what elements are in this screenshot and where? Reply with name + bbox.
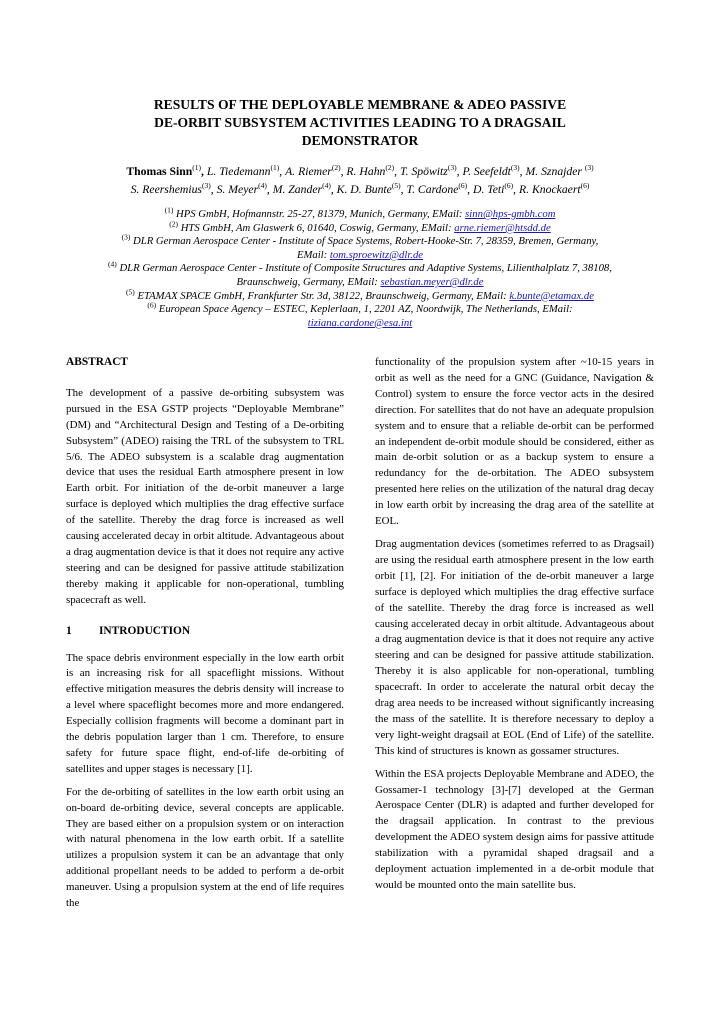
author-sup: (4) [258,180,267,190]
affiliation-sup: (1) [164,205,174,215]
email-link[interactable]: k.bunte@etamax.de [509,289,594,302]
email-link[interactable]: sinn@hps-gmbh.com [465,208,556,220]
author-name: M. Zander [272,182,323,196]
affiliation-text: DLR German Aerospace Center - Institute of Composite Structures and Adaptive Systems, Lilienthalplatz 7, 38108, [119,262,612,275]
email-link[interactable]: tom.sproewitz@dlr.de [329,248,424,261]
author-name: M. Sznajder [525,165,582,178]
affiliation-text: ETAMAX SPACE GmbH, Frankfurter Str. 3d, 38122, Braunschweig, Germany, EMail: [137,289,507,302]
title-line: DEMONSTRATOR [301,133,419,148]
author-sup: (6) [504,180,514,190]
author-sup: (3) [510,163,520,173]
author-list [30,163,690,198]
affiliation-text: European Space Agency – ESTEC, Keplerlaan, 1, 2201 AZ, Noordwijk, The Netherlands, EMail: [158,303,573,316]
author-sup: (6) [458,180,468,190]
body-paragraph: Drag augmentation devices (sometimes referred to as Dragsail) are using the residual earth atmosphere present in the low earth orbit [1], [2]. For initiation of the de-orbit maneuver a large surface is deployed which multiplies the drag effective surface of the satellite. Thereby the drag force is increased as well causing accelerated decay in orbit altitude. Advantageous about a drag augmentation device is that it does not require any active steering and can be designed for passive attitude stabilization. Thereby it is also applicable for non-operational, tumbling spacecraft. In order to accelerate the natural orbit decay the drag area needs to be increased without significantly increasing the mass of the satellite. It is therefore necessary to deploy a very light-weight dragsail at EOL (End of Life) of the satellite. This kind of structures is known as gossamer structures. [375,537,654,757]
affiliation-sup: (6) [147,300,157,310]
body-paragraph: For the de-orbiting of satellites in the low earth orbit using an on-board de-orbiting device, several concepts are applicable. They are based either on a propulsion system or on interaction with natural phenomena in the low earth orbit. If a satellite utilizes a propulsion system it can be an advantage that only additional propellant needs to be added to perform a de-orbit maneuver. Using a propulsion system at the end of life requires the [66,785,344,910]
affiliation-6-cont [20,317,700,331]
affiliation-1 [20,205,700,222]
email-link[interactable]: arne.riemer@htsdd.de [454,221,551,234]
author-name: A. Riemer [285,165,332,178]
author-name: S. Meyer [216,182,259,196]
affiliation-sup: (4) [108,259,117,269]
affiliation-text: DLR German Aerospace Center - Institute of Space Systems, Robert-Hooke-Str. 7, 28359, Bremen, Germany, [133,235,599,248]
body-paragraph: The space debris environment especially in the low earth orbit is an increasing risk for all spaceflight missions. Without effective mitigation measures the debris density will increase to a level where spaceflight becomes more and more endangered. Especially collision fragments will become a dominant part in the debris population larger than 1 cm. Therefore, to ensure safety for future space flight, end-of-life de-orbiting of satellites and upper stages is necessary [1]. [66,651,344,775]
affiliation-sup: (3) [121,232,131,242]
author-name: Thomas Sinn [126,165,193,178]
author-name: P. Seefeldt [462,165,511,178]
author-line: Thomas Sinn$^{(1)}$, L. Tiedemann$^{(1)}$, A. Riemer$^{(2)}$, R. Hahn$^{(2)}$, T. Spöwitz$^{(3)}$, P. Seefeldt$^{(3)}$, M. Sznajder $^{(3)}$ [126,163,594,178]
author-sup: (1) [192,163,202,173]
title-line: DE-ORBIT SUBSYSTEM ACTIVITIES LEADING TO A DRAGSAIL [154,115,566,130]
affiliation-list [20,205,700,330]
email-link[interactable]: tiziana.cardone@esa.int [307,316,413,329]
abstract-paragraph: The development of a passive de-orbiting subsystem was pursued in the ESA GSTP projects “Deployable Membrane” (DM) and “Architectural Design and Testing of a De-orbiting Subsystem” (ADEO) raising the TRL of the subsystem to TRL 5/6. The ADEO subsystem is a scalable drag augmentation device that uses the residual Earth atmosphere present in low Earth orbit. For initiation of the de-orbit maneuver a large surface is deployed which multiplies the drag effective surface of the satellite. Thereby the drag force is increased as well causing accelerated decay in orbit altitude. Advantageous about a drag augmentation device is that it does not require any active steering and can be designed for passive attitude stabilization thereby making it applicable for non-operational, tumbling spacecraft as well. [66,386,344,606]
body-paragraph: functionality of the propulsion system after ~10-15 years in orbit as well as the need for a GNC (Guidance, Navigation & Control) system to ensure the force vector acts in the desired direction. For satellites that do not have an adequate propulsion system and to ensure that a reliable de-orbit can be performed an independent de-orbit module should be considered, either as main de-orbit solution or as a backup system to ensure a redundancy for the de-orbitation. The ADEO subsystem presented here relies on the utilization of the natural drag decay in low earth orbit by increasing the drag area of the satellite at EOL. [375,356,654,528]
section-heading-introduction [66,624,344,640]
affiliation-4-cont [20,276,700,290]
affiliation-text: EMail: [296,248,328,261]
author-name: K. D. Bunte [336,182,392,196]
author-line: S. Reershemius$^{(3)}$, S. Meyer$^{(4)}$, M. Zander$^{(4)}$, K. D. Bunte$^{(5)}$, T. Cardone$^{(6)}$, D. Teti$^{(6)}$, R. Knockaert$^{(6)}$ [130,180,590,196]
affiliation-text: HTS GmbH, Am Glaswerk 6, 01640, Coswig, Germany, EMail: [180,221,452,234]
author-sup: (5) [391,180,401,190]
affiliation-sup: (5) [126,287,135,296]
body-paragraph: Within the ESA projects Deployable Membrane and ADEO, the Gossamer-1 technology [3]-[7] developed at the German Aerospace Center (DLR) is adapted and further developed for the dragsail application. In contrast to the previous development the ADEO system design aims for passive attitude stabilization with a pyramidal shaped dragsail and a deployment actuation implemented in a de-orbit module that would be mounted onto the main satellite bus. [375,767,654,891]
author-name: T. Spöwitz [399,165,448,178]
affiliation-text: HPS GmbH, Hofmannstr. 25-27, 81379, Munich, Germany, EMail: [176,208,463,220]
paper-title [100,96,620,150]
author-sup: (6) [580,180,590,190]
affiliation-text: Braunschweig, Germany, EMail: [236,275,378,288]
author-name: R. Knockaert [519,182,581,196]
author-sup: (3) [201,180,211,190]
email-link[interactable]: sebastian.meyer@dlr.de [380,275,484,288]
abstract-heading: ABSTRACT [66,356,129,368]
author-sup: (4) [322,180,331,190]
affiliation-3-cont [20,249,700,263]
author-sup: (3) [447,163,457,173]
right-column [375,355,654,894]
section-number: 1 [66,624,72,637]
title-line: RESULTS OF THE DEPLOYABLE MEMBRANE & ADEO PASSIVE [153,97,567,112]
author-sup: (3) [584,163,594,173]
author-name: D. Teti [473,182,505,196]
author-name: S. Reershemius [130,182,202,196]
affiliation-3 [20,232,700,249]
author-sup: (2) [331,163,341,173]
author-sup: (1) [270,163,280,173]
author-name: R. Hahn [346,165,386,178]
affiliation-sup: (2) [169,219,179,229]
author-name: T. Cardone [406,182,459,196]
author-name: L. Tiedemann [206,165,271,178]
left-column [66,355,344,912]
section-title: INTRODUCTION [99,624,191,637]
author-sup: (2) [385,163,395,173]
affiliation-5 [20,287,700,304]
affiliation-4 [20,259,700,276]
affiliation-6 [20,300,700,317]
